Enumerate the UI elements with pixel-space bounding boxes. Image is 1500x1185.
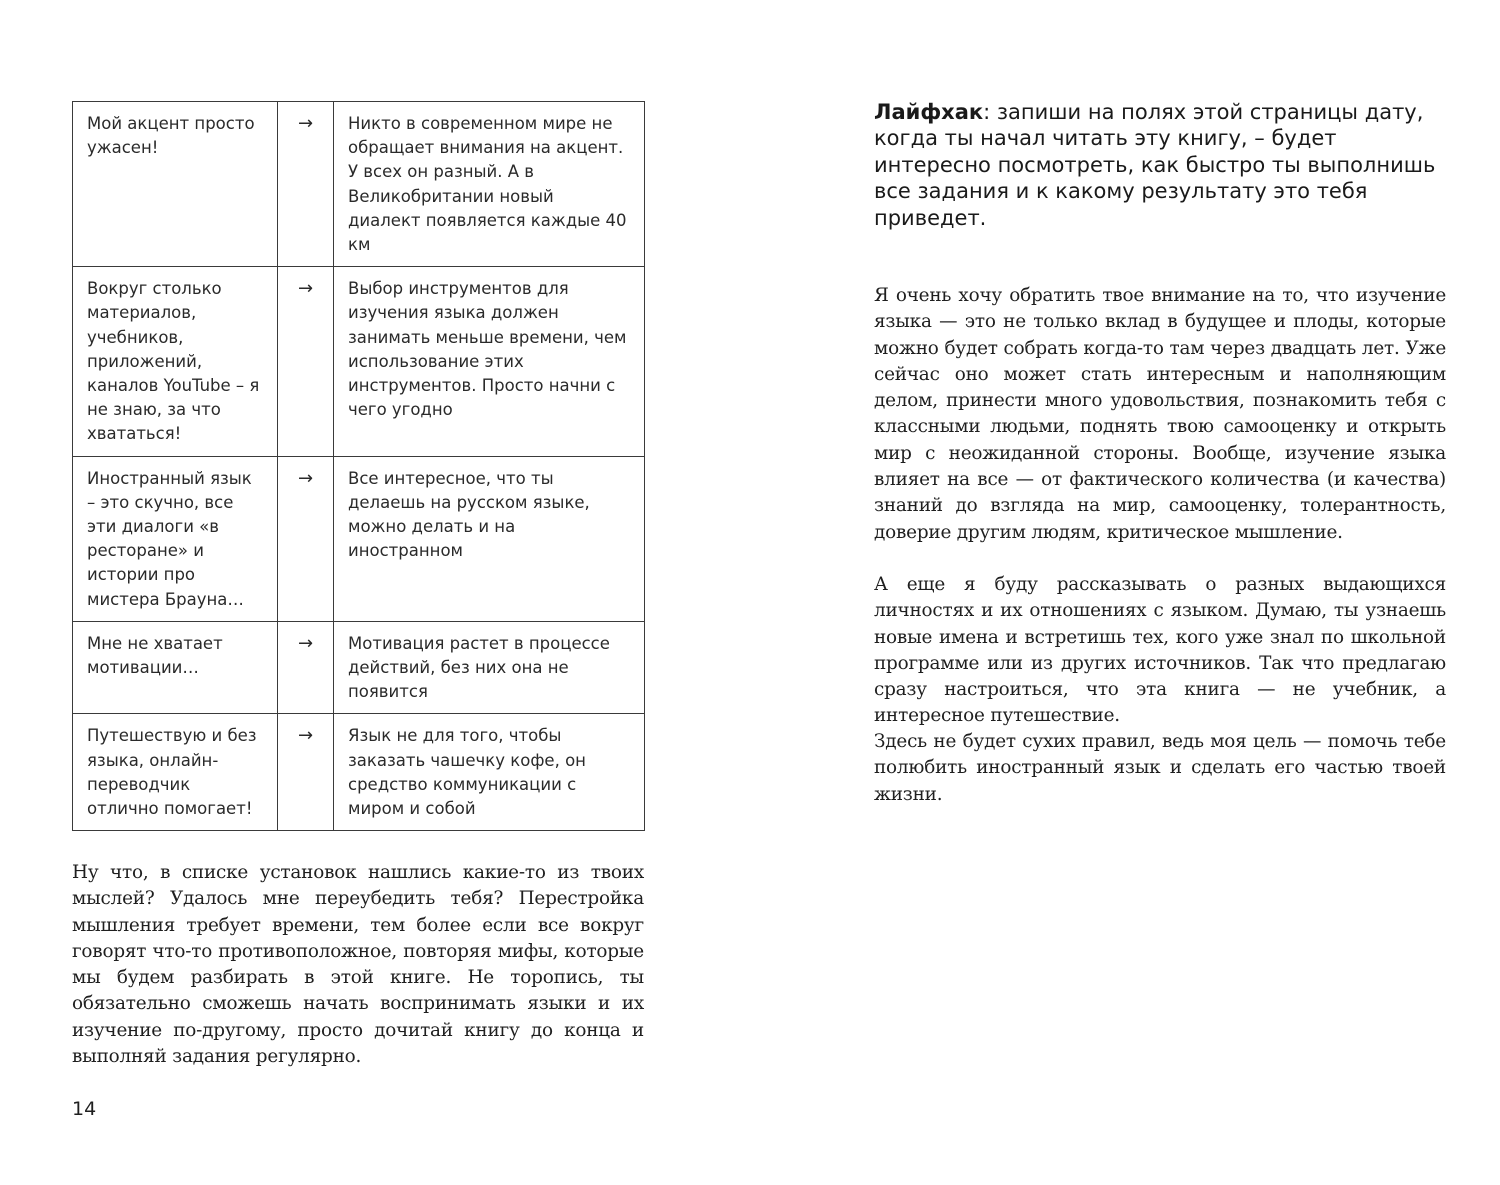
answer-cell: Язык не для того, чтобы заказать чашечку кофе, он средство коммуникации с миром и собой xyxy=(334,714,645,831)
lifehack-callout xyxy=(874,99,1446,231)
lifehack-label: Лайфхак xyxy=(874,100,984,124)
body-paragraph: Я очень хочу обратить твое внимание на то, что изучение языка — это не только вклад в будущее и плоды, которые можно будет собрать когда-то там через двадцать лет. Уже сейчас оно может стать интересным и наполняющим делом, принести много удовольствия, познакомить тебя с классными людьми, поднять твою самооценку и открыть мир с неожиданной стороны. Вообще, изучение языка влияет на все — от фактического количества (и качества) знаний до взгляда на мир, самооценку, толерантность, доверие другим людям, критическое мышление. xyxy=(874,285,1446,543)
belief-cell: Вокруг столько материалов, учебников, приложений, каналов YouTube – я не знаю, за что хвататься! xyxy=(73,267,278,456)
table-row xyxy=(73,102,645,267)
answer-cell: Мотивация растет в процессе действий, без них она не появится xyxy=(334,621,645,714)
lifehack-text: : запиши на полях этой страницы дату, когда ты начал читать эту книгу, – будет интересно посмотреть, как быстро ты выполнишь все задания и к какому результату это тебя приведет. xyxy=(874,100,1436,230)
page-number: 14 xyxy=(72,1098,97,1120)
arrow-icon: → xyxy=(278,714,334,831)
belief-cell: Иностранный язык – это скучно, все эти диалоги «в ресторане» и истории про мистера Брауна… xyxy=(73,456,278,621)
table-row xyxy=(73,456,645,621)
table-row xyxy=(73,267,645,456)
arrow-icon: → xyxy=(278,102,334,267)
belief-cell: Мне не хватает мотивации… xyxy=(73,621,278,714)
answer-cell: Никто в современном мире не обращает внимания на акцент. У всех он разный. А в Великобритании новый диалект появляется каждые 40 км xyxy=(334,102,645,267)
arrow-icon: → xyxy=(278,267,334,456)
arrow-icon: → xyxy=(278,456,334,621)
body-paragraph: Ну что, в списке установок нашлись какие-то из твоих мыслей? Удалось мне переубедить тебя? Перестройка мышления требует времени, тем более если все вокруг говорят что-то противоположное, повторяя мифы, которые мы будем разбирать в этой книге. Не торопись, ты обязательно сможешь начать воспринимать языки и их изучение по-другому, просто дочитай книгу до конца и выполняй задания регулярно. xyxy=(72,862,644,1068)
answer-cell: Все интересное, что ты делаешь на русском языке, можно делать и на иностранном xyxy=(334,456,645,621)
body-paragraph: Здесь не будет сухих правил, ведь моя цель — помочь тебе полюбить иностранный язык и сделать его частью твоей жизни. xyxy=(874,731,1446,805)
body-paragraph: А еще я буду рассказывать о разных выдающихся личностях и их отношениях с языком. Думаю, ты узнаешь новые имена и встретишь тех, кого уже знал по школьной программе или из других источников. Так что предлагаю сразу настроиться, что эта книга — не учебник, а интересное путешествие. xyxy=(874,574,1446,727)
table-row xyxy=(73,621,645,714)
belief-cell: Мой акцент просто ужасен! xyxy=(73,102,278,267)
beliefs-table xyxy=(72,101,645,831)
arrow-icon: → xyxy=(278,621,334,714)
table-row xyxy=(73,714,645,831)
belief-cell: Путешествую и без языка, онлайн-переводчик отлично помогает! xyxy=(73,714,278,831)
answer-cell: Выбор инструментов для изучения языка должен занимать меньше времени, чем использование этих инструментов. Просто начни с чего угодно xyxy=(334,267,645,456)
